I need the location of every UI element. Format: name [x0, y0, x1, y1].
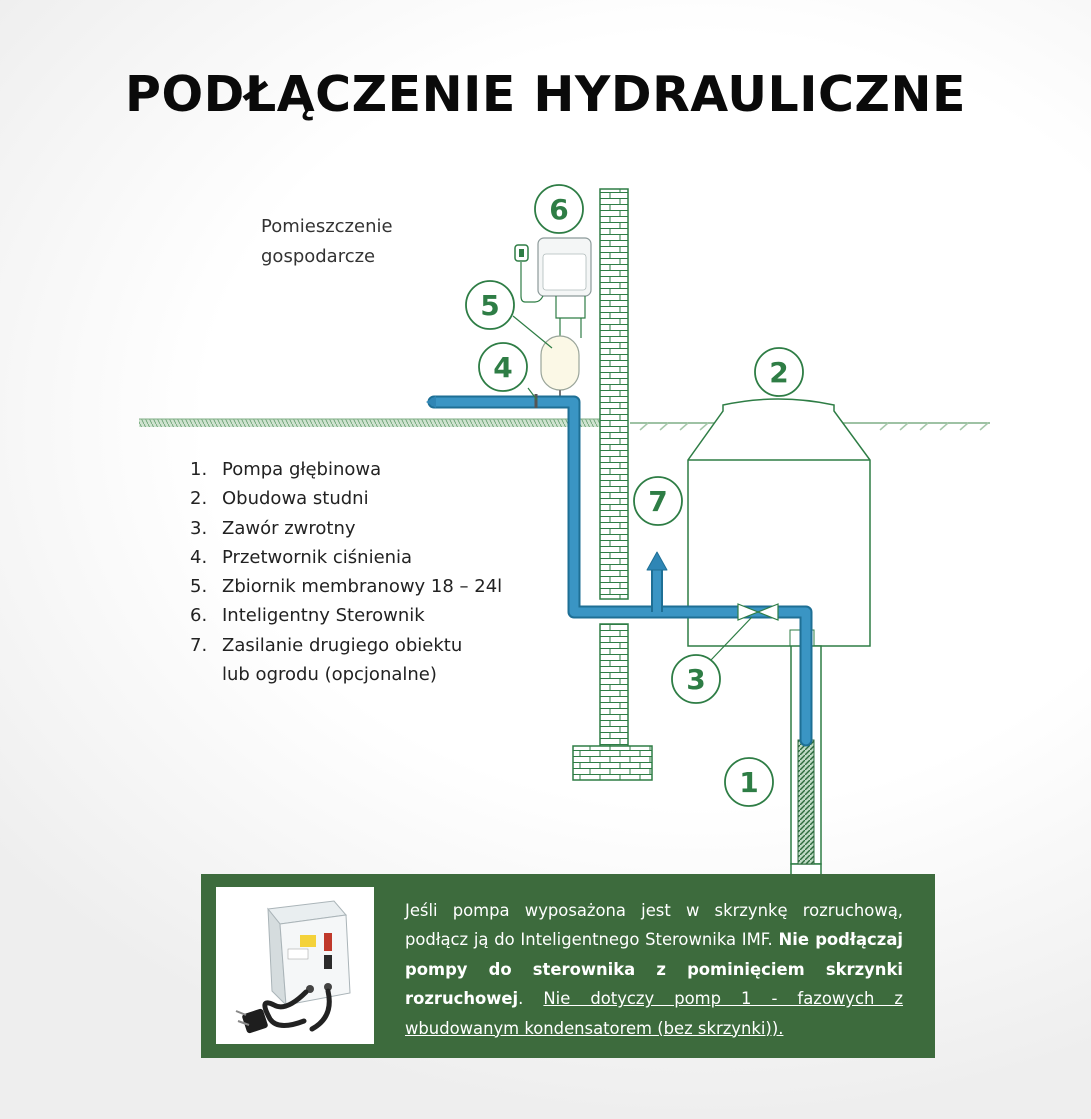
svg-text:7: 7 — [648, 485, 668, 518]
legend-item: 2. Obudowa studni — [190, 488, 369, 510]
info-text: Jeśli pompa wyposażona jest w skrzynkę rozruchową, podłącz ją do Inteligentnego Sterownika IMF. Nie podłączaj pompy do sterownika z pominięciem skrzynki rozruchowej. Nie dotyczy pomp 1 - fazowych z wbudowanym kondensatorem (bez skrzynki)). — [405, 901, 904, 1038]
badge-6 — [535, 185, 583, 233]
svg-text:3: 3 — [686, 663, 706, 696]
utility-room-label-line2: gospodarcze — [261, 246, 376, 267]
legend-list — [190, 455, 502, 689]
info-text-warning: Nie podłączaj pompy do sterownika z pominięciem skrzynki rozruchowej — [405, 930, 903, 1009]
well-housing — [688, 399, 870, 882]
legend-item: 7. Zasilanie drugiego obiektu — [190, 634, 463, 656]
ground-line — [139, 419, 990, 430]
deep-well-pump — [798, 740, 814, 864]
utility-room-label-line1: Pomieszczenie — [261, 216, 393, 237]
info-text-part1: Jeśli pompa wyposażona jest w skrzynkę rozruchową, podłącz ją do Inteligentnego Sterownika IMF. — [405, 901, 903, 950]
svg-text:4: 4 — [493, 351, 513, 384]
smart-controller — [515, 238, 591, 338]
badge-4 — [479, 343, 527, 391]
badge-1 — [725, 758, 773, 806]
page-title: PODŁĄCZENIE HYDRAULICZNE — [125, 66, 966, 123]
starter-box-photo — [216, 887, 374, 1044]
legend-item: 5. Zbiornik membranowy 18 – 24l — [190, 576, 503, 598]
svg-text:1: 1 — [739, 766, 759, 799]
legend-item-continuation: lub ogrodu (opcjonalne) — [222, 664, 437, 686]
badge-5 — [466, 281, 514, 329]
legend-item: 4. Przetwornik ciśnienia — [190, 546, 413, 568]
legend-item: 3. Zawór zwrotny — [190, 517, 356, 539]
svg-text:5: 5 — [480, 289, 500, 322]
legend-item: 6. Inteligentny Sterownik — [190, 605, 425, 627]
badge-7 — [634, 477, 682, 525]
svg-text:6: 6 — [549, 193, 569, 226]
starter-box-illustration — [216, 887, 374, 1044]
membrane-tank — [541, 336, 579, 398]
svg-text:2: 2 — [769, 356, 789, 389]
badge-3 — [672, 655, 720, 703]
legend-item: 1. Pompa głębinowa — [190, 459, 382, 480]
badge-2 — [755, 348, 803, 396]
info-text-note: Nie dotyczy pomp 1 - fazowych z wbudowanym kondensatorem (bez skrzynki)). — [405, 989, 904, 1038]
